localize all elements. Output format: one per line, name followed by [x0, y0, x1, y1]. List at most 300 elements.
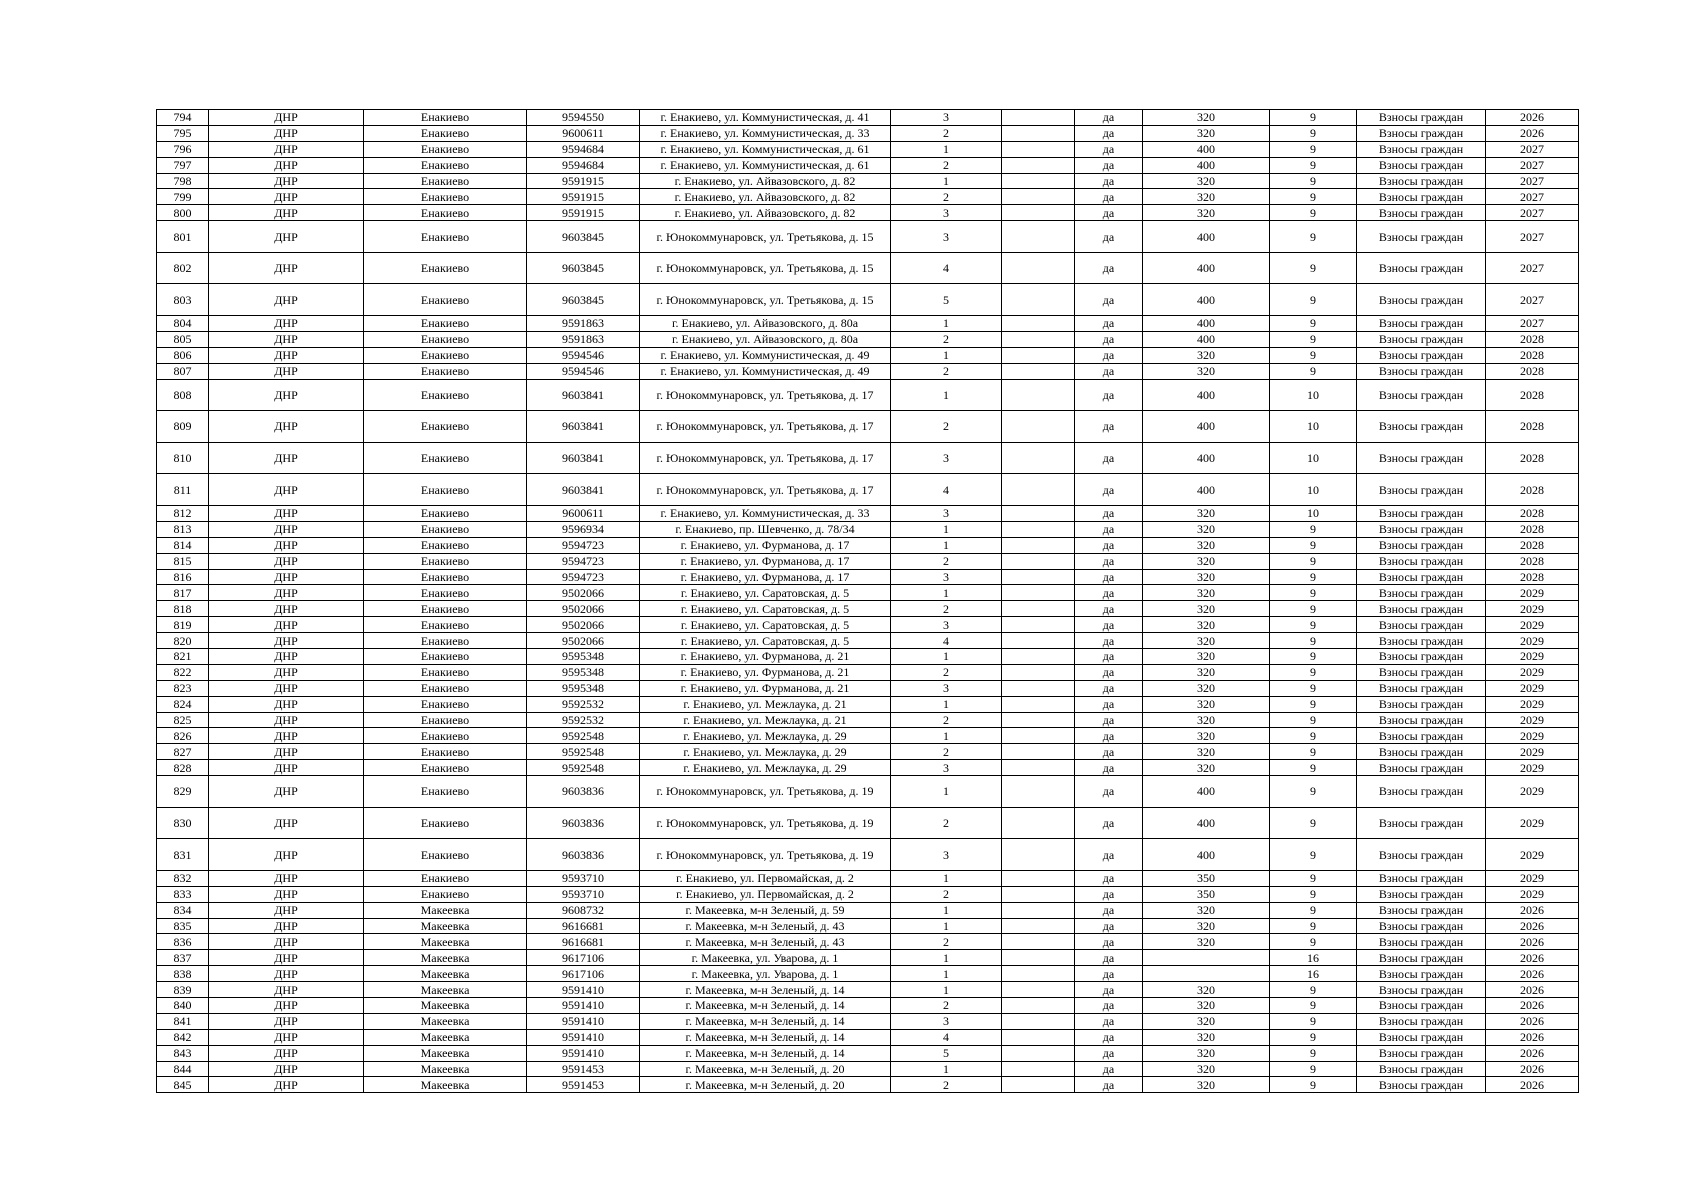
region-cell: ДНР: [209, 918, 364, 934]
address-cell: г. Макеевка, ул. Уварова, д. 1: [640, 966, 891, 982]
region-cell: ДНР: [209, 537, 364, 553]
year-cell: 2026: [1486, 1045, 1579, 1061]
address-cell: г. Енакиево, ул. Фурманова, д. 17: [640, 537, 891, 553]
funding-source-cell: Взносы граждан: [1357, 125, 1486, 141]
funding-source-cell: Взносы граждан: [1357, 760, 1486, 776]
year-cell: 2029: [1486, 870, 1579, 886]
address-cell: г. Енакиево, ул. Фурманова, д. 21: [640, 648, 891, 664]
municipality-cell: Енакиево: [364, 696, 527, 712]
capacity-cell: 320: [1143, 189, 1270, 205]
entrance-cell: 1: [891, 521, 1002, 537]
address-cell: г. Енакиево, ул. Айвазовского, д. 82: [640, 173, 891, 189]
address-cell: г. Енакиево, ул. Коммунистическая, д. 33: [640, 125, 891, 141]
row-number-cell: 821: [157, 648, 209, 664]
address-cell: г. Макеевка, м-н Зеленый, д. 14: [640, 1045, 891, 1061]
year-cell: 2029: [1486, 648, 1579, 664]
municipality-cell: Енакиево: [364, 189, 527, 205]
table-row: [157, 633, 1579, 649]
building-id-cell: 9595348: [527, 664, 640, 680]
region-cell: ДНР: [209, 966, 364, 982]
floors-cell: 9: [1270, 982, 1357, 998]
empty-cell: [1002, 284, 1075, 316]
entrance-cell: 3: [891, 110, 1002, 126]
table-row: [157, 918, 1579, 934]
region-cell: ДНР: [209, 1029, 364, 1045]
table-row: [157, 553, 1579, 569]
row-number-cell: 800: [157, 205, 209, 221]
entrance-cell: 2: [891, 411, 1002, 443]
entrance-cell: 4: [891, 252, 1002, 284]
row-number-cell: 816: [157, 569, 209, 585]
data-table: [156, 109, 1579, 1093]
building-id-cell: 9594546: [527, 363, 640, 379]
municipality-cell: Енакиево: [364, 760, 527, 776]
building-id-cell: 9603845: [527, 284, 640, 316]
building-id-cell: 9603841: [527, 379, 640, 411]
funding-source-cell: Взносы граждан: [1357, 617, 1486, 633]
entrance-cell: 2: [891, 189, 1002, 205]
region-cell: ДНР: [209, 284, 364, 316]
row-number-cell: 819: [157, 617, 209, 633]
municipality-cell: Енакиево: [364, 173, 527, 189]
funding-source-cell: Взносы граждан: [1357, 839, 1486, 871]
table-row: [157, 902, 1579, 918]
region-cell: ДНР: [209, 505, 364, 521]
address-cell: г. Енакиево, ул. Фурманова, д. 21: [640, 680, 891, 696]
funding-source-cell: Взносы граждан: [1357, 347, 1486, 363]
entrance-cell: 3: [891, 569, 1002, 585]
entrance-cell: 1: [891, 950, 1002, 966]
year-cell: 2028: [1486, 363, 1579, 379]
row-number-cell: 836: [157, 934, 209, 950]
capacity-cell: 320: [1143, 505, 1270, 521]
row-number-cell: 810: [157, 442, 209, 474]
building-id-cell: 9603841: [527, 442, 640, 474]
row-number-cell: 806: [157, 347, 209, 363]
empty-cell: [1002, 521, 1075, 537]
table-row: [157, 110, 1579, 126]
empty-cell: [1002, 744, 1075, 760]
empty-cell: [1002, 934, 1075, 950]
region-cell: ДНР: [209, 316, 364, 332]
entrance-cell: 1: [891, 966, 1002, 982]
table-row: [157, 347, 1579, 363]
address-cell: г. Макеевка, м-н Зеленый, д. 14: [640, 998, 891, 1014]
municipality-cell: Макеевка: [364, 918, 527, 934]
capacity-cell: 400: [1143, 284, 1270, 316]
entrance-cell: 5: [891, 284, 1002, 316]
entrance-cell: 1: [891, 648, 1002, 664]
floors-cell: 9: [1270, 807, 1357, 839]
entrance-cell: 1: [891, 696, 1002, 712]
municipality-cell: Макеевка: [364, 982, 527, 998]
year-cell: 2027: [1486, 157, 1579, 173]
building-id-cell: 9591410: [527, 1029, 640, 1045]
municipality-cell: Енакиево: [364, 744, 527, 760]
entrance-cell: 3: [891, 839, 1002, 871]
municipality-cell: Енакиево: [364, 553, 527, 569]
funding-source-cell: Взносы граждан: [1357, 316, 1486, 332]
address-cell: г. Макеевка, м-н Зеленый, д. 14: [640, 1013, 891, 1029]
region-cell: ДНР: [209, 379, 364, 411]
table-row: [157, 363, 1579, 379]
municipality-cell: Макеевка: [364, 998, 527, 1014]
building-id-cell: 9594684: [527, 157, 640, 173]
building-id-cell: 9594723: [527, 537, 640, 553]
building-id-cell: 9592532: [527, 696, 640, 712]
year-cell: 2028: [1486, 474, 1579, 506]
year-cell: 2028: [1486, 553, 1579, 569]
building-id-cell: 9603836: [527, 776, 640, 808]
building-id-cell: 9594723: [527, 569, 640, 585]
building-id-cell: 9591410: [527, 1045, 640, 1061]
table-row: [157, 252, 1579, 284]
flag-cell: да: [1075, 284, 1143, 316]
floors-cell: 9: [1270, 284, 1357, 316]
address-cell: г. Енакиево, ул. Айвазовского, д. 80а: [640, 331, 891, 347]
region-cell: ДНР: [209, 744, 364, 760]
municipality-cell: Енакиево: [364, 141, 527, 157]
entrance-cell: 2: [891, 157, 1002, 173]
building-id-cell: 9502066: [527, 585, 640, 601]
empty-cell: [1002, 998, 1075, 1014]
region-cell: ДНР: [209, 1077, 364, 1093]
flag-cell: да: [1075, 807, 1143, 839]
capacity-cell: 320: [1143, 569, 1270, 585]
capacity-cell: 320: [1143, 1013, 1270, 1029]
funding-source-cell: Взносы граждан: [1357, 110, 1486, 126]
year-cell: 2028: [1486, 505, 1579, 521]
empty-cell: [1002, 553, 1075, 569]
entrance-cell: 2: [891, 1077, 1002, 1093]
capacity-cell: [1143, 950, 1270, 966]
address-cell: г. Енакиево, пр. Шевченко, д. 78/34: [640, 521, 891, 537]
year-cell: 2027: [1486, 252, 1579, 284]
address-cell: г. Макеевка, ул. Уварова, д. 1: [640, 950, 891, 966]
table-row: [157, 776, 1579, 808]
flag-cell: да: [1075, 617, 1143, 633]
municipality-cell: Енакиево: [364, 316, 527, 332]
building-id-cell: 9603845: [527, 221, 640, 253]
floors-cell: 9: [1270, 569, 1357, 585]
table-row: [157, 125, 1579, 141]
table-row: [157, 141, 1579, 157]
capacity-cell: 320: [1143, 347, 1270, 363]
capacity-cell: 320: [1143, 998, 1270, 1014]
floors-cell: 9: [1270, 110, 1357, 126]
region-cell: ДНР: [209, 585, 364, 601]
capacity-cell: 320: [1143, 1029, 1270, 1045]
municipality-cell: Енакиево: [364, 252, 527, 284]
flag-cell: да: [1075, 1029, 1143, 1045]
region-cell: ДНР: [209, 982, 364, 998]
table-row: [157, 807, 1579, 839]
address-cell: г. Макеевка, м-н Зеленый, д. 14: [640, 982, 891, 998]
address-cell: г. Юнокоммунаровск, ул. Третьякова, д. 17: [640, 411, 891, 443]
floors-cell: 9: [1270, 173, 1357, 189]
flag-cell: да: [1075, 982, 1143, 998]
municipality-cell: Енакиево: [364, 807, 527, 839]
flag-cell: да: [1075, 1077, 1143, 1093]
region-cell: ДНР: [209, 411, 364, 443]
year-cell: 2026: [1486, 110, 1579, 126]
capacity-cell: 400: [1143, 379, 1270, 411]
region-cell: ДНР: [209, 1045, 364, 1061]
year-cell: 2026: [1486, 1013, 1579, 1029]
entrance-cell: 2: [891, 998, 1002, 1014]
capacity-cell: 320: [1143, 363, 1270, 379]
empty-cell: [1002, 696, 1075, 712]
flag-cell: да: [1075, 537, 1143, 553]
municipality-cell: Енакиево: [364, 601, 527, 617]
region-cell: ДНР: [209, 950, 364, 966]
empty-cell: [1002, 316, 1075, 332]
building-id-cell: 9592532: [527, 712, 640, 728]
building-id-cell: 9595348: [527, 680, 640, 696]
entrance-cell: 3: [891, 442, 1002, 474]
municipality-cell: Енакиево: [364, 839, 527, 871]
year-cell: 2029: [1486, 776, 1579, 808]
address-cell: г. Енакиево, ул. Первомайская, д. 2: [640, 870, 891, 886]
funding-source-cell: Взносы граждан: [1357, 189, 1486, 205]
address-cell: г. Макеевка, м-н Зеленый, д. 20: [640, 1077, 891, 1093]
empty-cell: [1002, 950, 1075, 966]
building-id-cell: 9603836: [527, 839, 640, 871]
year-cell: 2027: [1486, 189, 1579, 205]
floors-cell: 9: [1270, 918, 1357, 934]
building-id-cell: 9502066: [527, 601, 640, 617]
empty-cell: [1002, 728, 1075, 744]
row-number-cell: 815: [157, 553, 209, 569]
address-cell: г. Енакиево, ул. Айвазовского, д. 80а: [640, 316, 891, 332]
floors-cell: 10: [1270, 474, 1357, 506]
empty-cell: [1002, 505, 1075, 521]
row-number-cell: 825: [157, 712, 209, 728]
row-number-cell: 832: [157, 870, 209, 886]
floors-cell: 9: [1270, 664, 1357, 680]
row-number-cell: 798: [157, 173, 209, 189]
capacity-cell: [1143, 966, 1270, 982]
floors-cell: 9: [1270, 839, 1357, 871]
capacity-cell: 320: [1143, 712, 1270, 728]
municipality-cell: Макеевка: [364, 1045, 527, 1061]
row-number-cell: 830: [157, 807, 209, 839]
entrance-cell: 1: [891, 728, 1002, 744]
flag-cell: да: [1075, 760, 1143, 776]
capacity-cell: 320: [1143, 648, 1270, 664]
year-cell: 2027: [1486, 284, 1579, 316]
region-cell: ДНР: [209, 680, 364, 696]
empty-cell: [1002, 680, 1075, 696]
capacity-cell: 320: [1143, 633, 1270, 649]
flag-cell: да: [1075, 585, 1143, 601]
building-id-cell: 9616681: [527, 918, 640, 934]
floors-cell: 9: [1270, 1013, 1357, 1029]
entrance-cell: 4: [891, 474, 1002, 506]
building-id-cell: 9591453: [527, 1077, 640, 1093]
row-number-cell: 839: [157, 982, 209, 998]
flag-cell: да: [1075, 680, 1143, 696]
table-row: [157, 157, 1579, 173]
empty-cell: [1002, 252, 1075, 284]
floors-cell: 9: [1270, 712, 1357, 728]
year-cell: 2028: [1486, 379, 1579, 411]
building-id-cell: 9591410: [527, 1013, 640, 1029]
funding-source-cell: Взносы граждан: [1357, 252, 1486, 284]
empty-cell: [1002, 537, 1075, 553]
year-cell: 2026: [1486, 1061, 1579, 1077]
year-cell: 2026: [1486, 982, 1579, 998]
row-number-cell: 824: [157, 696, 209, 712]
municipality-cell: Енакиево: [364, 521, 527, 537]
municipality-cell: Енакиево: [364, 712, 527, 728]
region-cell: ДНР: [209, 189, 364, 205]
entrance-cell: 4: [891, 1029, 1002, 1045]
region-cell: ДНР: [209, 521, 364, 537]
building-id-cell: 9591410: [527, 998, 640, 1014]
funding-source-cell: Взносы граждан: [1357, 601, 1486, 617]
entrance-cell: 1: [891, 173, 1002, 189]
building-id-cell: 9591410: [527, 982, 640, 998]
building-id-cell: 9608732: [527, 902, 640, 918]
region-cell: ДНР: [209, 1061, 364, 1077]
empty-cell: [1002, 363, 1075, 379]
building-id-cell: 9502066: [527, 617, 640, 633]
region-cell: ДНР: [209, 173, 364, 189]
year-cell: 2029: [1486, 886, 1579, 902]
table-row: [157, 966, 1579, 982]
flag-cell: да: [1075, 347, 1143, 363]
floors-cell: 9: [1270, 1045, 1357, 1061]
year-cell: 2029: [1486, 696, 1579, 712]
row-number-cell: 835: [157, 918, 209, 934]
flag-cell: да: [1075, 776, 1143, 808]
municipality-cell: Енакиево: [364, 442, 527, 474]
empty-cell: [1002, 918, 1075, 934]
building-id-cell: 9616681: [527, 934, 640, 950]
municipality-cell: Енакиево: [364, 474, 527, 506]
floors-cell: 9: [1270, 205, 1357, 221]
row-number-cell: 818: [157, 601, 209, 617]
capacity-cell: 320: [1143, 1045, 1270, 1061]
funding-source-cell: Взносы граждан: [1357, 1045, 1486, 1061]
flag-cell: да: [1075, 950, 1143, 966]
entrance-cell: 1: [891, 379, 1002, 411]
address-cell: г. Енакиево, ул. Коммунистическая, д. 49: [640, 363, 891, 379]
entrance-cell: 1: [891, 1061, 1002, 1077]
building-id-cell: 9603836: [527, 807, 640, 839]
region-cell: ДНР: [209, 728, 364, 744]
table-row: [157, 173, 1579, 189]
empty-cell: [1002, 902, 1075, 918]
region-cell: ДНР: [209, 648, 364, 664]
empty-cell: [1002, 379, 1075, 411]
entrance-cell: 3: [891, 505, 1002, 521]
building-id-cell: 9591915: [527, 189, 640, 205]
address-cell: г. Енакиево, ул. Коммунистическая, д. 61: [640, 157, 891, 173]
municipality-cell: Макеевка: [364, 950, 527, 966]
building-id-cell: 9502066: [527, 633, 640, 649]
table-row: [157, 474, 1579, 506]
municipality-cell: Макеевка: [364, 1061, 527, 1077]
year-cell: 2027: [1486, 205, 1579, 221]
flag-cell: да: [1075, 664, 1143, 680]
flag-cell: да: [1075, 934, 1143, 950]
municipality-cell: Енакиево: [364, 664, 527, 680]
floors-cell: 9: [1270, 728, 1357, 744]
address-cell: г. Енакиево, ул. Фурманова, д. 17: [640, 553, 891, 569]
row-number-cell: 820: [157, 633, 209, 649]
address-cell: г. Юнокоммунаровск, ул. Третьякова, д. 17: [640, 442, 891, 474]
municipality-cell: Енакиево: [364, 411, 527, 443]
flag-cell: да: [1075, 569, 1143, 585]
building-id-cell: 9600611: [527, 125, 640, 141]
flag-cell: да: [1075, 696, 1143, 712]
building-id-cell: 9594723: [527, 553, 640, 569]
building-id-cell: 9594684: [527, 141, 640, 157]
funding-source-cell: Взносы граждан: [1357, 1061, 1486, 1077]
address-cell: г. Енакиево, ул. Межлаука, д. 29: [640, 760, 891, 776]
capacity-cell: 320: [1143, 728, 1270, 744]
building-id-cell: 9592548: [527, 744, 640, 760]
region-cell: ДНР: [209, 252, 364, 284]
address-cell: г. Макеевка, м-н Зеленый, д. 43: [640, 918, 891, 934]
capacity-cell: 320: [1143, 553, 1270, 569]
floors-cell: 9: [1270, 1077, 1357, 1093]
flag-cell: да: [1075, 110, 1143, 126]
year-cell: 2028: [1486, 521, 1579, 537]
year-cell: 2026: [1486, 918, 1579, 934]
funding-source-cell: Взносы граждан: [1357, 1029, 1486, 1045]
funding-source-cell: Взносы граждан: [1357, 712, 1486, 728]
table-row: [157, 760, 1579, 776]
entrance-cell: 3: [891, 205, 1002, 221]
capacity-cell: 320: [1143, 205, 1270, 221]
region-cell: ДНР: [209, 474, 364, 506]
empty-cell: [1002, 569, 1075, 585]
building-id-cell: 9595348: [527, 648, 640, 664]
capacity-cell: 320: [1143, 760, 1270, 776]
empty-cell: [1002, 982, 1075, 998]
empty-cell: [1002, 411, 1075, 443]
table-row: [157, 537, 1579, 553]
entrance-cell: 1: [891, 902, 1002, 918]
entrance-cell: 1: [891, 347, 1002, 363]
building-id-cell: 9591915: [527, 173, 640, 189]
capacity-cell: 320: [1143, 110, 1270, 126]
row-number-cell: 845: [157, 1077, 209, 1093]
flag-cell: да: [1075, 442, 1143, 474]
funding-source-cell: Взносы граждан: [1357, 664, 1486, 680]
municipality-cell: Енакиево: [364, 331, 527, 347]
funding-source-cell: Взносы граждан: [1357, 744, 1486, 760]
table-row: [157, 680, 1579, 696]
empty-cell: [1002, 633, 1075, 649]
funding-source-cell: Взносы граждан: [1357, 648, 1486, 664]
capacity-cell: 320: [1143, 664, 1270, 680]
flag-cell: да: [1075, 1013, 1143, 1029]
capacity-cell: 320: [1143, 696, 1270, 712]
table-row: [157, 221, 1579, 253]
row-number-cell: 829: [157, 776, 209, 808]
address-cell: г. Енакиево, ул. Саратовская, д. 5: [640, 601, 891, 617]
address-cell: г. Енакиево, ул. Фурманова, д. 17: [640, 569, 891, 585]
year-cell: 2029: [1486, 617, 1579, 633]
municipality-cell: Енакиево: [364, 284, 527, 316]
region-cell: ДНР: [209, 1013, 364, 1029]
floors-cell: 10: [1270, 505, 1357, 521]
municipality-cell: Макеевка: [364, 1029, 527, 1045]
